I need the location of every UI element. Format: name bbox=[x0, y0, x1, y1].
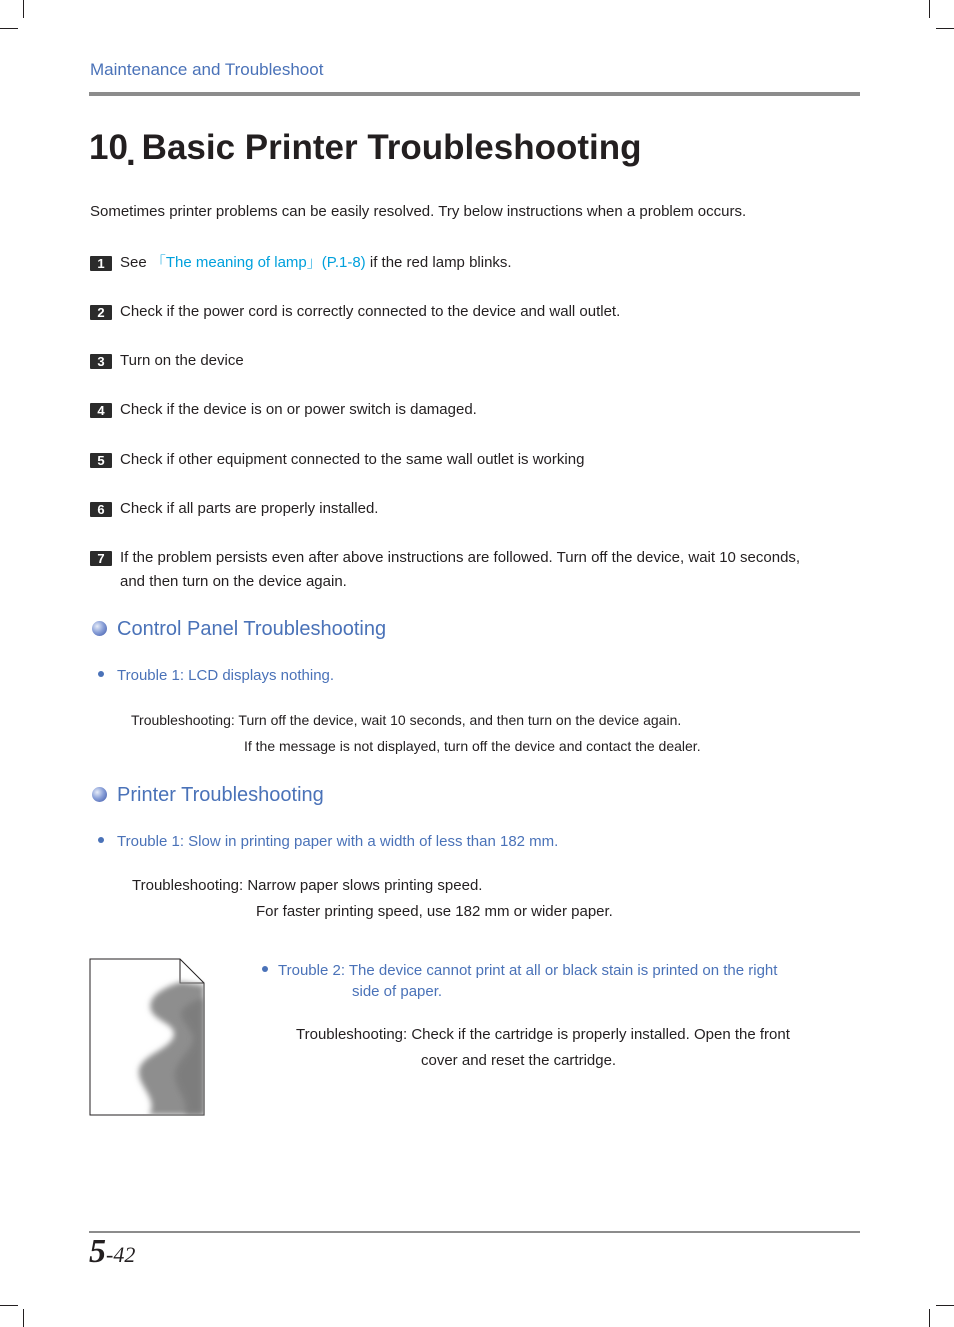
crop-mark bbox=[23, 1309, 24, 1327]
crop-mark bbox=[0, 1305, 18, 1306]
intro-paragraph: Sometimes printer problems can be easily resolved. Try below instructions when a problem occurs. bbox=[90, 203, 747, 220]
stained-paper-illustration bbox=[89, 958, 205, 1116]
step-text: Check if all parts are properly installed. bbox=[120, 500, 379, 517]
crop-mark bbox=[929, 1309, 930, 1327]
title-text: Basic Printer Troubleshooting bbox=[141, 128, 642, 167]
troubleshooting-text: cover and reset the cartridge. bbox=[421, 1052, 617, 1069]
step-text: Check if the power cord is correctly connected to the device and wall outlet. bbox=[120, 303, 621, 320]
trouble-text: Trouble 1: LCD displays nothing. bbox=[117, 667, 335, 684]
trouble-text: Trouble 1: Slow in printing paper with a width of less than 182 mm. bbox=[117, 833, 559, 850]
crop-mark bbox=[0, 28, 18, 29]
page-number-value: -42 bbox=[106, 1242, 136, 1267]
step-text-line: and then turn on the device again. bbox=[120, 573, 347, 590]
step-number-badge: 1 bbox=[90, 256, 112, 271]
step-number-badge: 6 bbox=[90, 502, 112, 517]
step-text-post: if the red lamp blinks. bbox=[365, 254, 512, 271]
step-number-badge: 7 bbox=[90, 551, 112, 566]
bullet-icon bbox=[262, 966, 268, 972]
step-text: Check if the device is on or power switch is damaged. bbox=[120, 401, 477, 418]
title-dot: . bbox=[125, 134, 136, 173]
section-ball-icon bbox=[92, 787, 107, 802]
crop-mark bbox=[929, 0, 930, 18]
troubleshooting-text: Troubleshooting: Narrow paper slows printing speed. bbox=[132, 877, 483, 894]
step-number-badge: 5 bbox=[90, 453, 112, 468]
running-header: Maintenance and Troubleshoot bbox=[90, 60, 324, 79]
trouble-item bbox=[262, 960, 777, 1002]
lamp-meaning-link[interactable]: 「The meaning of lamp」(P.1-8) bbox=[150, 254, 366, 271]
troubleshooting-text: If the message is not displayed, turn off the device and contact the dealer. bbox=[244, 738, 701, 754]
troubleshooting-text: Troubleshooting: Turn off the device, wait 10 seconds, and then turn on the device again. bbox=[131, 712, 682, 728]
bullet-icon bbox=[98, 671, 104, 677]
step-number-badge: 4 bbox=[90, 403, 112, 418]
trouble-item bbox=[98, 833, 558, 850]
troubleshooting-text: For faster printing speed, use 182 mm or wider paper. bbox=[256, 903, 613, 920]
footer-rule bbox=[89, 1231, 860, 1233]
step-text: Turn on the device bbox=[120, 352, 244, 369]
bullet-icon bbox=[98, 837, 104, 843]
section-ball-icon bbox=[92, 621, 107, 636]
section-heading-control-panel bbox=[92, 618, 386, 641]
crop-mark bbox=[23, 0, 24, 18]
section-heading-text: Printer Troubleshooting bbox=[117, 784, 324, 806]
step-text-pre: See bbox=[120, 254, 151, 271]
trouble-item bbox=[98, 667, 334, 684]
section-heading-printer bbox=[92, 784, 324, 807]
step-number-badge: 2 bbox=[90, 305, 112, 320]
page-number bbox=[89, 1233, 135, 1271]
step-text bbox=[120, 251, 850, 275]
title-number: 10 bbox=[89, 128, 128, 167]
step-text-line: If the problem persists even after above instructions are followed. Turn off the device, wait 10 seconds, bbox=[120, 549, 801, 566]
trouble-text: side of paper. bbox=[352, 983, 443, 1000]
page-title bbox=[89, 128, 642, 173]
step-text bbox=[120, 546, 850, 594]
section-heading-text: Control Panel Troubleshooting bbox=[117, 618, 387, 640]
header-rule bbox=[89, 92, 860, 96]
step-number-badge: 3 bbox=[90, 354, 112, 369]
crop-mark bbox=[936, 28, 954, 29]
troubleshooting-text: Troubleshooting: Check if the cartridge is properly installed. Open the front bbox=[296, 1026, 790, 1043]
crop-mark bbox=[936, 1305, 954, 1306]
trouble-text: Trouble 2: The device cannot print at all or black stain is printed on the right bbox=[278, 962, 778, 979]
step-text: Check if other equipment connected to the same wall outlet is working bbox=[120, 451, 585, 468]
chapter-number: 5 bbox=[89, 1233, 106, 1270]
